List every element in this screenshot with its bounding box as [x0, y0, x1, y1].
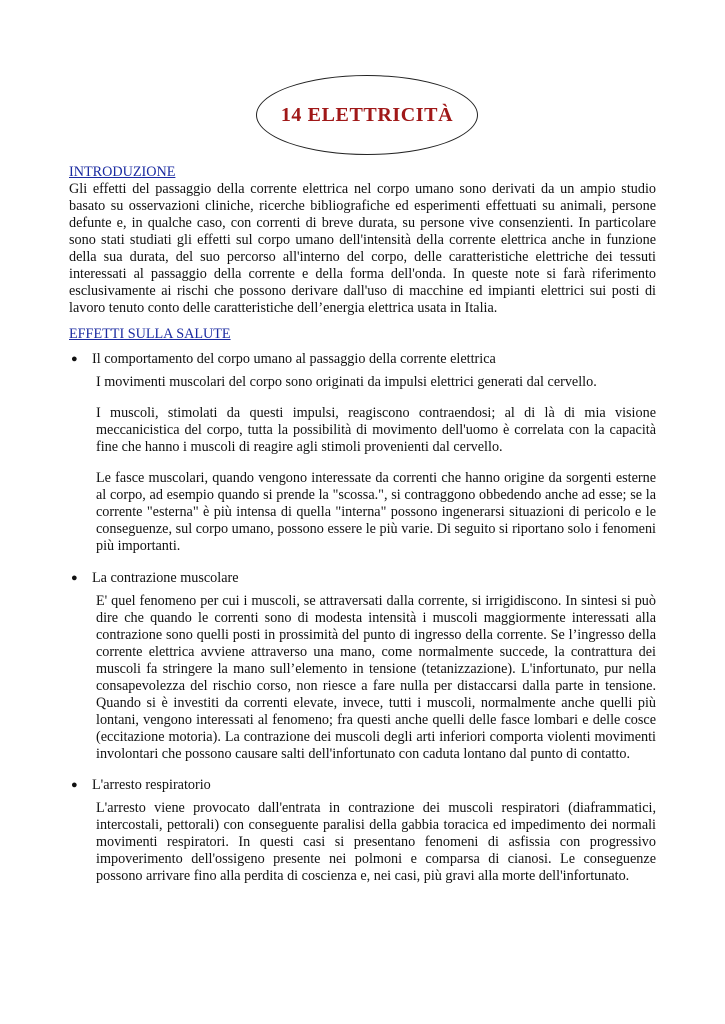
bullet-item [69, 570, 656, 587]
chapter-title-oval [256, 75, 478, 155]
document-body [69, 164, 656, 899]
section-heading-introduzione: INTRODUZIONE [69, 164, 176, 180]
bullet-title: Il comportamento del corpo umano al passaggio della corrente elettrica [92, 351, 496, 367]
bullet-item [69, 351, 656, 368]
bullet-icon: ● [71, 778, 78, 791]
body-paragraph: I muscoli, stimolati da questi impulsi, reagiscono contraendosi; al di là di mia visione meccanicistica del corpo, tutta la possibilità di movimento dell'uomo è correlata con la capacità fine che hanno i muscoli di reagire agli stimoli provenienti dal cervello. [96, 405, 656, 456]
bullet-title: L'arresto respiratorio [92, 776, 211, 793]
body-paragraph: I movimenti muscolari del corpo sono originati da impulsi elettrici generati dal cervello. [96, 374, 597, 390]
bullet-icon: ● [71, 353, 78, 365]
bullet-icon: ● [71, 571, 78, 584]
bullet-title: La contrazione muscolare [92, 569, 239, 586]
body-paragraph: E' quel fenomeno per cui i muscoli, se attraversati dalla corrente, si irrigidiscono. In sintesi si può dire che quando le correnti sono di modesta intensità i muscoli maggiormente interessati alla contrazione sono quelli posti in prossimità del punto di ingresso della corrente. Se l’ingresso della corrente elettrica avviene attraverso una mano, come normalmente succede, la contrattura dei muscoli fa stringere la mano sull’elemento in tensione (tetanizzazione). L'infortunato, pur nella consapevolezza del rischio corso, non riesce a fare nulla per distaccarsi dalla parte in tensione. Quando si è investiti da correnti elevate, invece, tutti i muscoli, normalmente anche quelli più lontani, vengono interessati al fenomeno; fra questi anche quelli delle fasce lombari e delle cosce (eccitazione motoria). La contrazione dei muscoli degli arti inferiori comporta violenti movimenti involontari che possono causare salti dell'infortunato con caduta lontano dal punto di contatto. [96, 592, 656, 762]
section-heading-effetti: EFFETTI SULLA SALUTE [69, 326, 231, 342]
chapter-title: 14 ELETTRICITÀ [280, 103, 454, 126]
body-paragraph: L'arresto viene provocato dall'entrata in contrazione dei muscoli respiratori (diaframmatici, intercostali, pettorali) con conseguente paralisi della gabbia toracica ed impedimento dei normali movimenti respiratori. In questi casi si presentano fenomeni di asfissia con progressivo impoverimento dell'ossigeno presente nei polmoni e comparsa di cianosi. Le conseguenze possono arrivare fino alla perdita di coscienza e, nei casi, più gravi alla morte dell'infortunato. [96, 799, 656, 884]
bullet-item [69, 777, 656, 794]
body-paragraph: Le fasce muscolari, quando vengono interessate da correnti che hanno origine da sorgenti esterne al corpo, ad esempio quando si prende la "scossa.", si contraggono obbedendo anche ad esse; se la corrente "esterna" è più intensa di quella "interna" possono ingenerarsi situazioni di pericolo e le conseguenze, sul corpo umano, possono essere le più varie. Di seguito si riportano solo i fenomeni più importanti. [96, 470, 656, 555]
intro-paragraph: Gli effetti del passaggio della corrente elettrica nel corpo umano sono derivati da un ampio studio basato su osservazioni cliniche, ricerche bibliografiche ed esperimenti effettuati su animali, persone defunte e, in qualche caso, con correnti di breve durata, su persone vive consenzienti. In particolare sono stati studiati gli effetti sul corpo umano dell'intensità della corrente elettrica anche in funzione della sua durata, del suo percorso all'interno del corpo, delle caratteristiche elettriche dei tessuti interessati al passaggio della corrente e della forma dell'onda. In queste note si farà riferimento esclusivamente ai rischi che possono derivare dall'uso di macchine ed impianti elettrici sui posti di lavoro tenuto conto delle caratteristiche dell’energia elettrica usata in Italia. [69, 181, 656, 316]
